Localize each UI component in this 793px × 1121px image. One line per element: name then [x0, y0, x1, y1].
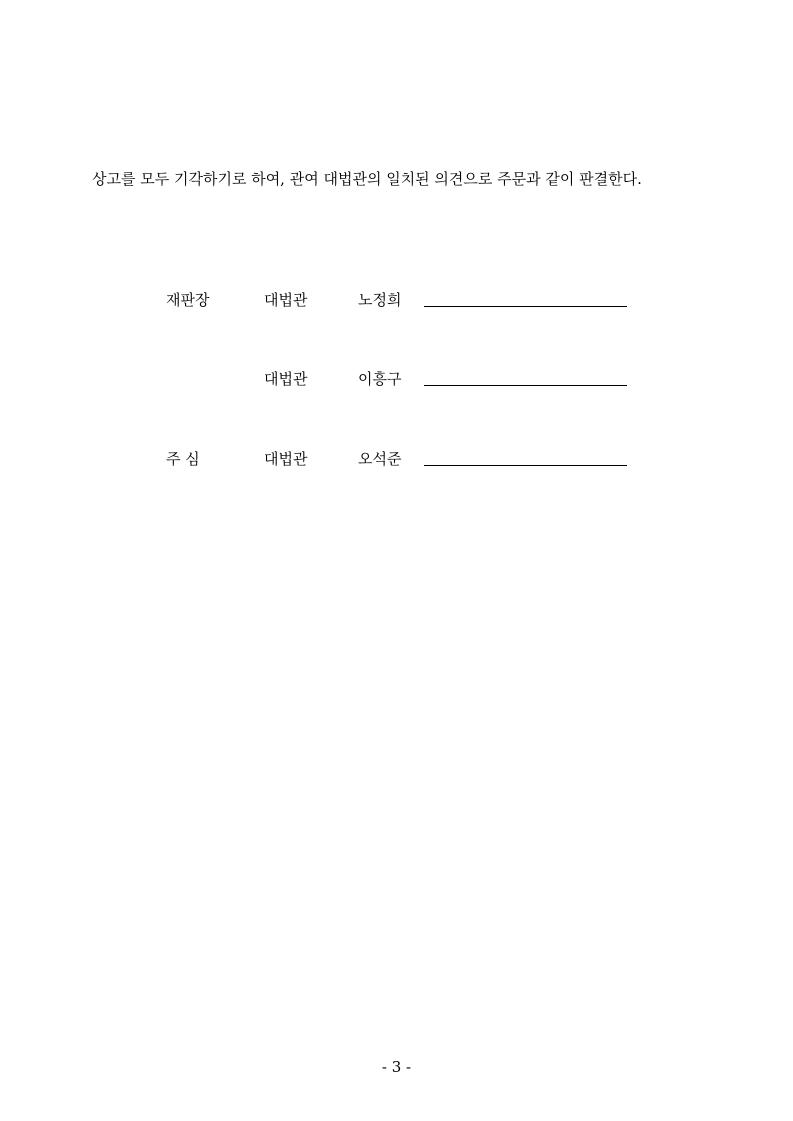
signature-title: 대법관 [264, 291, 308, 309]
ruling-statement: 상고를 모두 기각하기로 하여, 관여 대법관의 일치된 의견으로 주문과 같이 판결한다. [92, 170, 642, 188]
signature-name: 노정희 [358, 291, 402, 309]
signature-role: 주 심 [166, 450, 200, 468]
signature-role: 재판장 [166, 291, 210, 309]
signature-row-justice [0, 367, 793, 391]
signature-line [424, 385, 627, 386]
signature-name: 이흥구 [358, 370, 402, 388]
signature-title: 대법관 [264, 370, 308, 388]
signature-row-rapporteur [0, 447, 793, 471]
signature-name: 오석준 [358, 450, 402, 468]
page-number: - 3 - [381, 1058, 412, 1076]
signature-line [424, 465, 627, 466]
signature-title: 대법관 [264, 450, 308, 468]
signature-line [424, 306, 627, 307]
signature-row-presiding [0, 288, 793, 312]
